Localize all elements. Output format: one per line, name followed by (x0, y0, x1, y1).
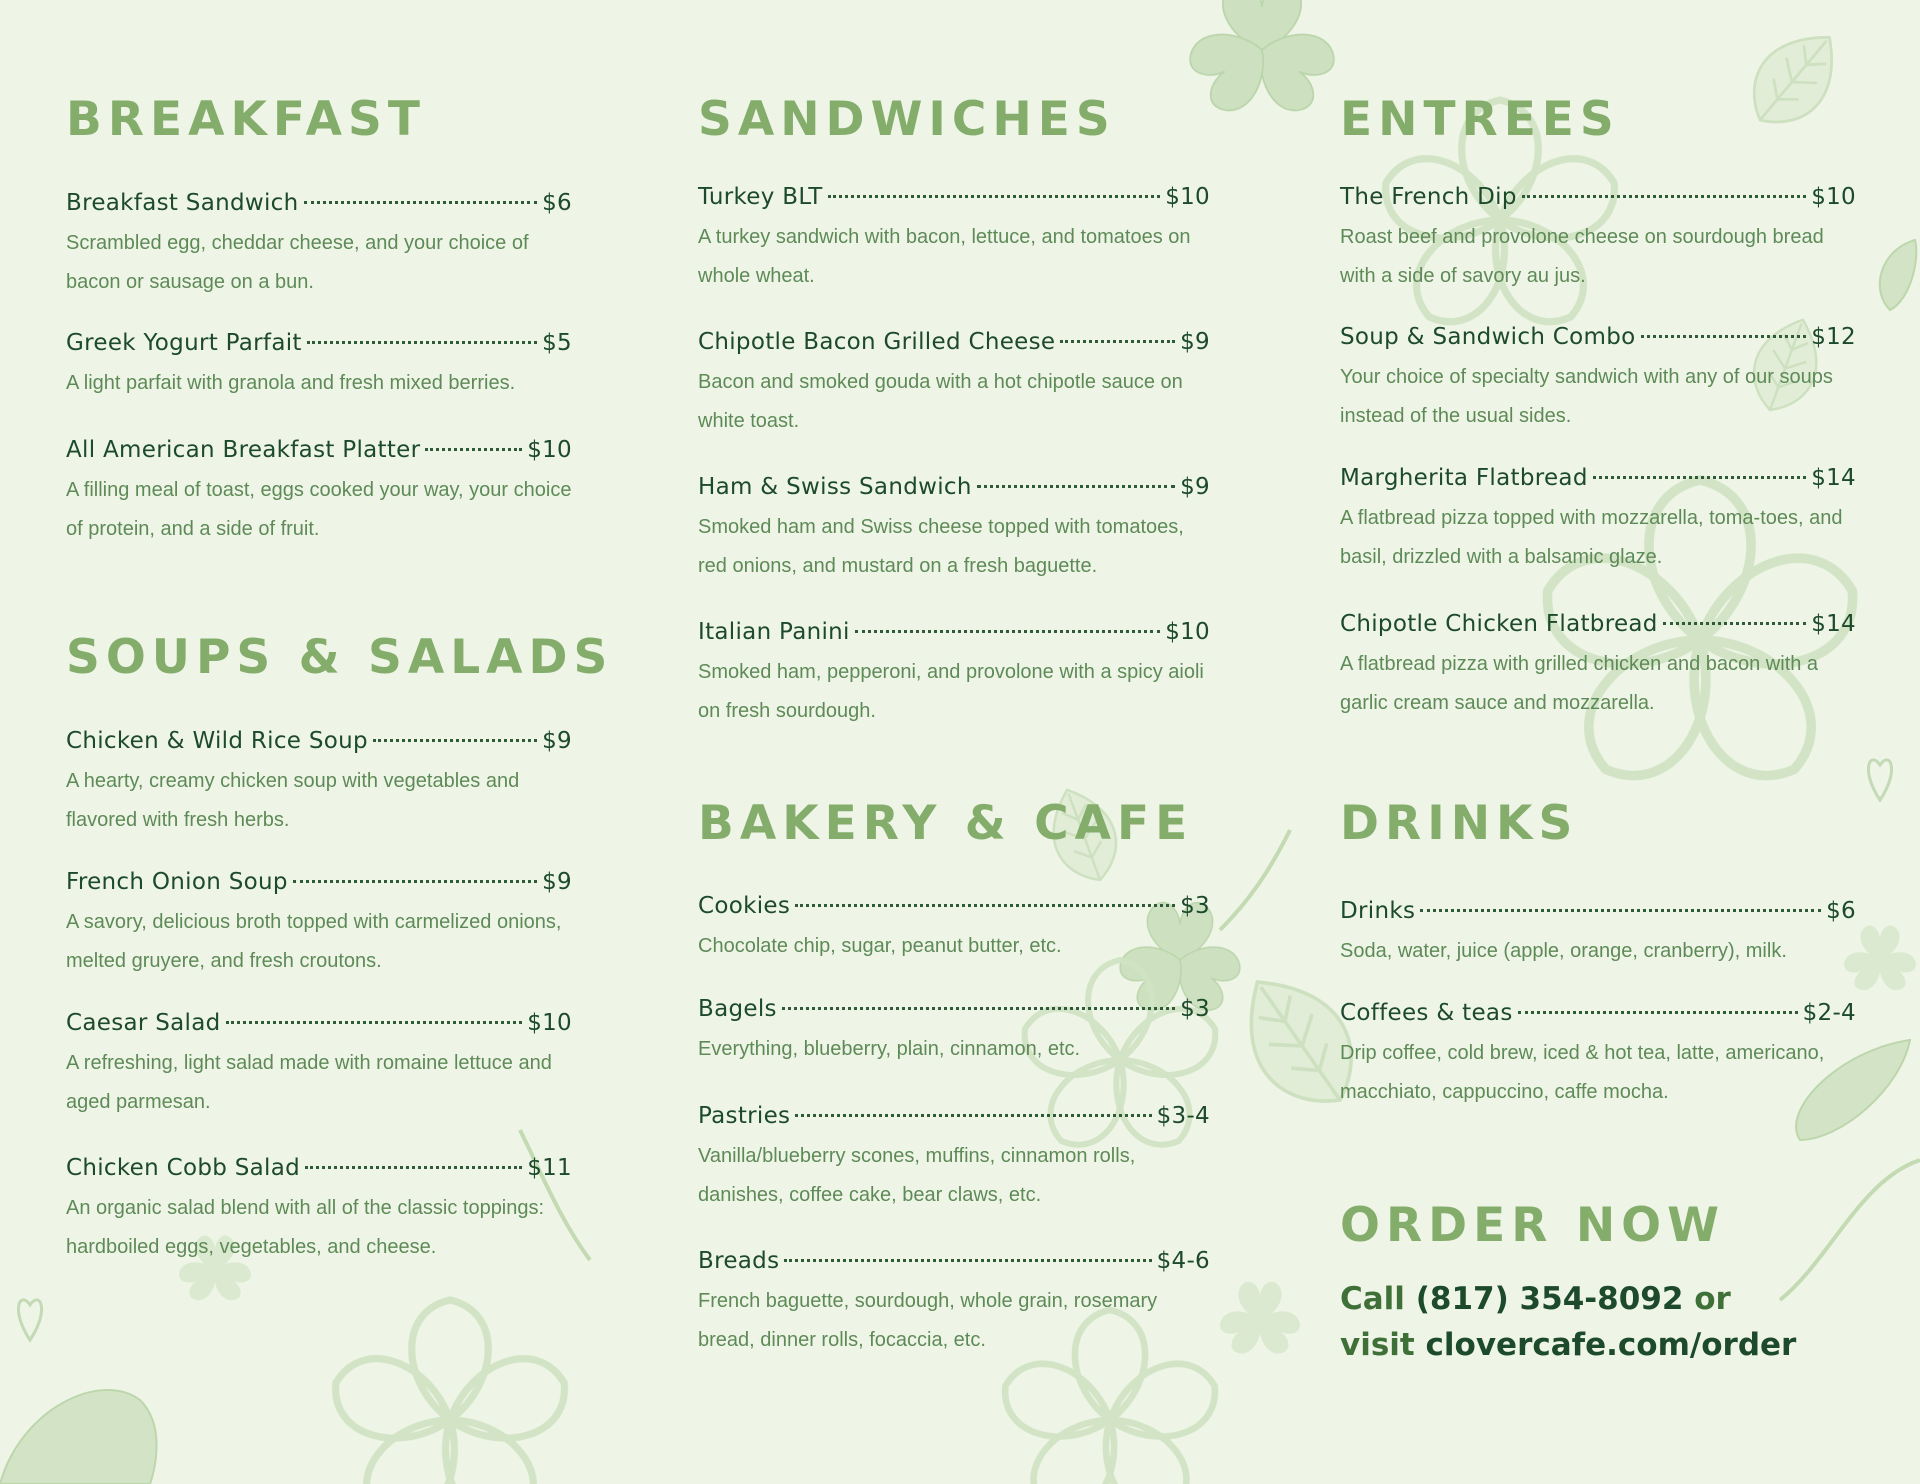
menu-item (698, 1103, 1210, 1215)
item-name: Soup & Sandwich Combo (1340, 324, 1636, 350)
item-description: A light parfait with granola and fresh mixed berries. (66, 372, 516, 394)
section-title-drinks: DRINKS (1340, 796, 1579, 851)
order-contact (1340, 1276, 1796, 1368)
leader-dots (784, 1259, 1151, 1262)
section-title-breakfast: BREAKFAST (66, 92, 426, 147)
item-description: Everything, blueberry, plain, cinnamon, etc. (698, 1038, 1081, 1060)
item-description: A refreshing, light salad made with romaine lettuce and aged parmesan. (66, 1052, 552, 1113)
item-description: A savory, delicious broth topped with carmelized onions, melted gruyere, and fresh croutons. (66, 911, 562, 972)
leader-dots (795, 1114, 1151, 1117)
item-name: Chicken & Wild Rice Soup (66, 728, 368, 754)
order-visit-line (1340, 1322, 1796, 1368)
leader-dots (1641, 335, 1807, 338)
item-price: $14 (1811, 465, 1856, 491)
leader-dots (307, 341, 537, 344)
item-name: Chipotle Chicken Flatbread (1340, 611, 1658, 637)
leader-dots (1420, 909, 1821, 912)
menu-item (66, 1010, 572, 1122)
item-price: $10 (1165, 619, 1210, 645)
item-price: $6 (542, 190, 572, 216)
item-description: A hearty, creamy chicken soup with vegetables and flavored with fresh herbs. (66, 770, 520, 831)
item-description: Bacon and smoked gouda with a hot chipotle sauce on white toast. (698, 371, 1183, 432)
item-name: Italian Panini (698, 619, 850, 645)
leader-dots (855, 630, 1160, 633)
leader-dots (1593, 476, 1806, 479)
menu-item (66, 728, 572, 840)
item-price: $3-4 (1156, 1103, 1210, 1129)
menu-item (698, 893, 1210, 966)
item-name: Greek Yogurt Parfait (66, 330, 302, 356)
menu-item (1340, 1000, 1856, 1112)
call-label: Call (1340, 1281, 1405, 1317)
item-description: Smoked ham and Swiss cheese topped with tomatoes, red onions, and mustard on a fresh baguette. (698, 516, 1184, 577)
item-name: Pastries (698, 1103, 791, 1129)
item-price: $11 (527, 1155, 572, 1181)
leader-dots (828, 195, 1161, 198)
item-name: Bagels (698, 996, 777, 1022)
menu-item (66, 869, 572, 981)
item-price: $9 (1180, 329, 1210, 355)
section-title-sandwiches: SANDWICHES (698, 92, 1116, 147)
menu-item (66, 190, 572, 302)
item-name: The French Dip (1340, 184, 1517, 210)
leader-dots (1060, 340, 1175, 343)
item-description: Scrambled egg, cheddar cheese, and your choice of bacon or sausage on a bun. (66, 232, 529, 293)
menu-item (698, 474, 1210, 586)
item-description: Soda, water, juice (apple, orange, cranberry), milk. (1340, 940, 1787, 962)
menu-item (698, 619, 1210, 731)
menu-item (1340, 324, 1856, 436)
menu-item (698, 996, 1210, 1069)
section-title-entrees: ENTREES (1340, 92, 1620, 147)
item-description: A filling meal of toast, eggs cooked your way, your choice of protein, and a side of fruit. (66, 479, 572, 540)
item-price: $12 (1811, 324, 1856, 350)
leader-dots (1522, 195, 1806, 198)
item-name: Chicken Cobb Salad (66, 1155, 301, 1181)
leader-dots (1518, 1011, 1798, 1014)
item-price: $10 (527, 437, 572, 463)
menu-item (1340, 611, 1856, 723)
menu-item (698, 1248, 1210, 1360)
section-title-bakery-cafe: BAKERY & CAFE (698, 796, 1194, 851)
leader-dots (977, 485, 1175, 488)
order-call-line (1340, 1276, 1796, 1322)
menu-item (66, 437, 572, 549)
item-price: $4-6 (1156, 1248, 1210, 1274)
item-price: $10 (1811, 184, 1856, 210)
item-name: Chipotle Bacon Grilled Cheese (698, 329, 1056, 355)
section-title-order-now: ORDER NOW (1340, 1198, 1725, 1253)
item-price: $2-4 (1802, 1000, 1856, 1026)
item-description: A flatbread pizza with grilled chicken and bacon with a garlic cream sauce and mozzarella. (1340, 653, 1819, 714)
item-name: All American Breakfast Platter (66, 437, 421, 463)
item-name: French Onion Soup (66, 869, 288, 895)
menu-item (1340, 898, 1856, 971)
menu-item (698, 184, 1210, 296)
visit-label: visit (1340, 1327, 1415, 1363)
leader-dots (795, 904, 1175, 907)
item-name: Turkey BLT (698, 184, 823, 210)
item-price: $5 (542, 330, 572, 356)
item-price: $6 (1826, 898, 1856, 924)
leader-dots (782, 1007, 1175, 1010)
leader-dots (226, 1021, 523, 1024)
leader-dots (304, 201, 538, 204)
item-price: $14 (1811, 611, 1856, 637)
item-price: $10 (527, 1010, 572, 1036)
item-description: Your choice of specialty sandwich with any of our soups instead of the usual sides. (1340, 366, 1833, 427)
item-name: Drinks (1340, 898, 1416, 924)
item-description: Roast beef and provolone cheese on sourdough bread with a side of savory au jus. (1340, 226, 1824, 287)
item-price: $9 (542, 869, 572, 895)
item-name: Breakfast Sandwich (66, 190, 299, 216)
item-description: A turkey sandwich with bacon, lettuce, and tomatoes on whole wheat. (698, 226, 1191, 287)
item-description: Chocolate chip, sugar, peanut butter, etc. (698, 935, 1062, 957)
item-price: $3 (1180, 893, 1210, 919)
item-description: Drip coffee, cold brew, iced & hot tea, latte, americano, macchiato, cappuccino, caffe mocha. (1340, 1042, 1825, 1103)
menu-item (66, 1155, 572, 1267)
menu-item (66, 330, 572, 403)
item-name: Breads (698, 1248, 780, 1274)
order-url-link[interactable]: clovercafe.com/order (1425, 1327, 1797, 1363)
item-name: Cookies (698, 893, 791, 919)
item-description: Smoked ham, pepperoni, and provolone with a spicy aioli on fresh sourdough. (698, 661, 1204, 722)
item-name: Ham & Swiss Sandwich (698, 474, 972, 500)
item-price: $9 (542, 728, 572, 754)
item-description: French baguette, sourdough, whole grain, rosemary bread, dinner rolls, focaccia, etc. (698, 1290, 1158, 1351)
item-description: Vanilla/blueberry scones, muffins, cinnamon rolls, danishes, coffee cake, bear claws, etc. (698, 1145, 1136, 1206)
item-price: $10 (1165, 184, 1210, 210)
item-price: $9 (1180, 474, 1210, 500)
leader-dots (305, 1166, 522, 1169)
leader-dots (293, 880, 537, 883)
item-price: $3 (1180, 996, 1210, 1022)
menu-item (698, 329, 1210, 441)
menu-item (1340, 184, 1856, 296)
item-description: A flatbread pizza topped with mozzarella, toma-toes, and basil, drizzled with a balsamic glaze. (1340, 507, 1843, 568)
item-description: An organic salad blend with all of the classic toppings: hardboiled eggs, vegetables, and cheese. (66, 1197, 545, 1258)
leader-dots (425, 448, 522, 451)
item-name: Margherita Flatbread (1340, 465, 1588, 491)
menu-item (1340, 465, 1856, 577)
or-label: or (1694, 1281, 1731, 1317)
leader-dots (373, 739, 537, 742)
item-name: Coffees & teas (1340, 1000, 1513, 1026)
section-title-soups-salads: SOUPS & SALADS (66, 630, 614, 685)
leader-dots (1663, 622, 1806, 625)
phone-number-link[interactable]: (817) 354-8092 (1415, 1281, 1684, 1317)
item-name: Caesar Salad (66, 1010, 221, 1036)
